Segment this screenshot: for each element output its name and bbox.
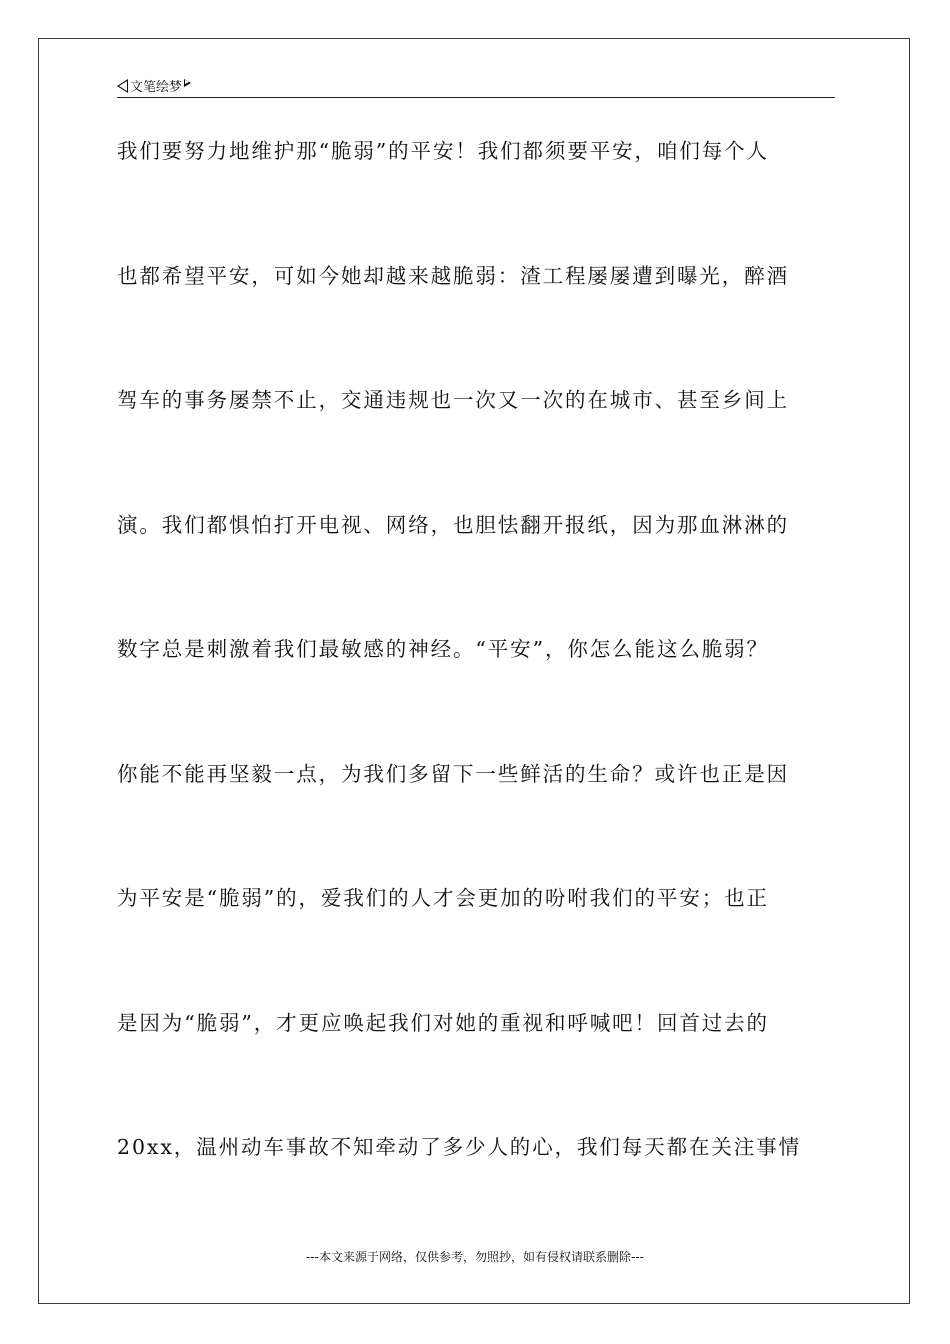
header-brand: [117, 76, 191, 95]
text-line: 数字总是刺激着我们最敏感的神经。“平安”，你怎么能这么脆弱？: [117, 637, 769, 661]
text-line: 也都希望平安，可如今她却越来越脆弱：渣工程屡屡遭到曝光，醉酒: [117, 263, 789, 288]
text-line: 为平安是“脆弱”的，爱我们的人才会更加的吩咐我们的平安；也正: [117, 886, 769, 910]
body-text: [117, 126, 837, 1247]
page-footer: ---本文来源于网络，仅供参考，勿照抄，如有侵权请联系删除---: [306, 1250, 644, 1264]
header-brand-text: 文笔绘梦: [130, 80, 183, 95]
triangle-right-icon: [184, 79, 191, 87]
text-line: 你能不能再坚毅一点，为我们多留下一些鲜活的生命？或许也正是因: [117, 761, 789, 786]
text-line: 是因为“脆弱”，才更应唤起我们对她的重视和呼喊吧！回首过去的: [117, 1010, 769, 1035]
page-header: [117, 72, 835, 98]
text-line: 演。我们都惧怕打开电视、网络，也胆怯翻开报纸，因为那血淋淋的: [117, 512, 789, 537]
text-line: 驾车的事务屡禁不止，交通违规也一次又一次的在城市、甚至乡间上: [117, 388, 789, 412]
text-line: 20xx，温州动车事故不知牵动了多少人的心，我们每天都在关注事情: [117, 1135, 802, 1159]
text-line: 我们要努力地维护那“脆弱”的平安！我们都须要平安，咱们每个人: [117, 139, 769, 163]
triangle-left-icon: [117, 79, 128, 93]
